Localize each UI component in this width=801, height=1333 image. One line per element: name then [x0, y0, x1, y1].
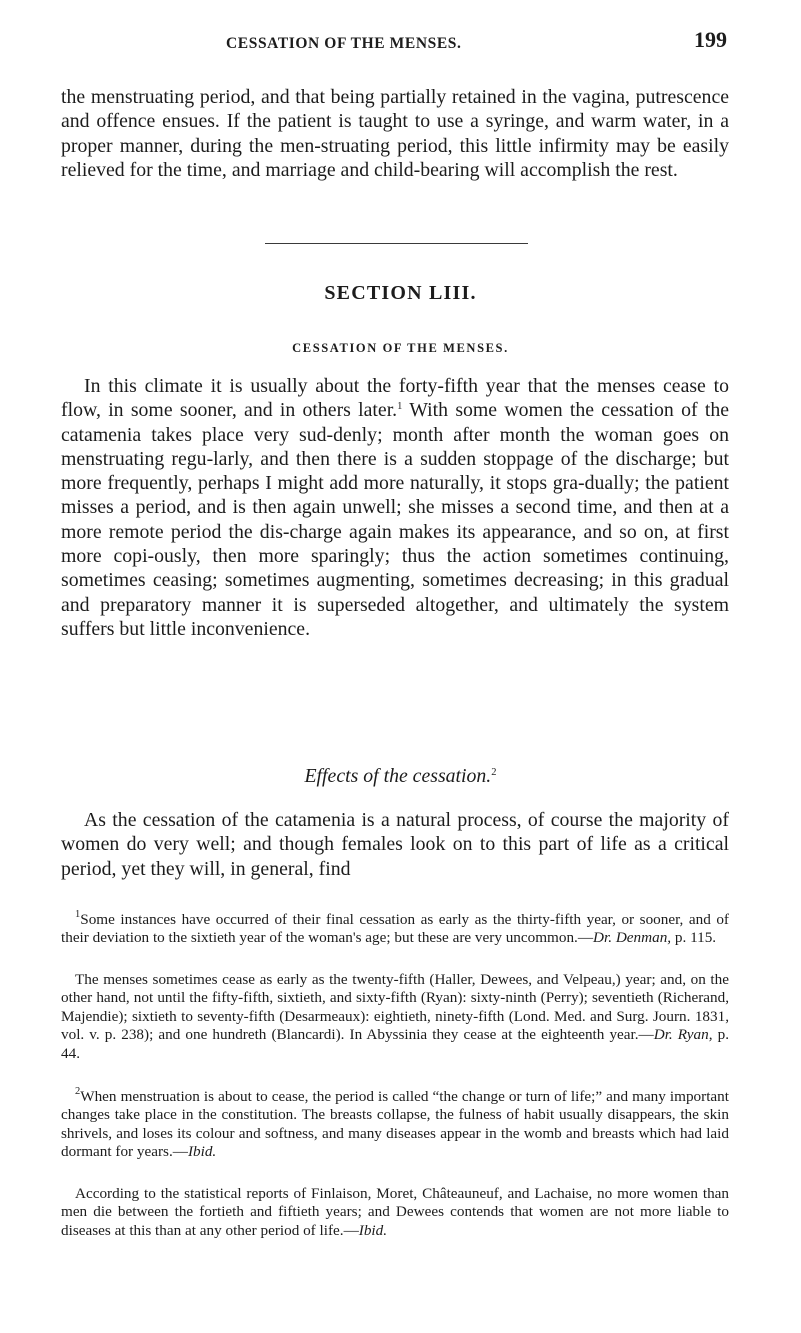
section-heading: SECTION LIII.: [324, 282, 477, 304]
citation: Dr. Denman,: [593, 929, 672, 947]
citation: Ibid.: [358, 1221, 388, 1239]
footnote-text: When menstruation is about to cease, the period is called “the change or turn of life;” and many important changes take place in the constitution. The breasts collapse, the fulness of habit usually disappears, the skin shrivels, and loses its colour and softness, and many diseases appear in the womb and breasts which had laid dormant for years.—: [61, 1088, 729, 1161]
footnote-text: According to the statistical reports of Finlaison, Moret, Châteauneuf, and Lachaise, no more women than men die between the fortieth and fiftieth years; and Dewees contends that women are not more liable to diseases at this than at any other period of life.—: [61, 1185, 729, 1239]
continuation-paragraph: the menstruating period, and that being partially retained in the vagina, putrescence and offence ensues. If the patient is taught to use a syringe, and warm water, in a proper manner, during the men-struating period, this little infirmity may be easily relieved for the time, and marriage and child-bearing will accomplish the rest.: [61, 86, 729, 181]
running-title: CESSATION OF THE MENSES.: [226, 35, 462, 52]
footnote-ref-2: 2: [491, 767, 497, 778]
footnote-1-continued: [61, 971, 729, 1063]
paragraph-text: In this climate it is usually about the forty-fifth year that the menses cease to flow, in some sooner, and in others later.: [61, 375, 729, 422]
section-divider: [265, 243, 528, 244]
page-number: 199: [694, 27, 727, 52]
footnote-text: p. 115.: [671, 929, 717, 947]
footnote-2: [61, 1088, 729, 1162]
effects-heading-text: Effects of the cessation.: [304, 765, 492, 787]
paragraph-onset-of-cessation: [61, 374, 729, 641]
footnote-1: [61, 911, 729, 948]
citation: Ibid.: [187, 1143, 217, 1161]
effects-heading: [0, 765, 801, 788]
footnote-marker: 2: [75, 1086, 81, 1097]
footnote-ref-1: 1: [397, 401, 403, 413]
citation: Dr. Ryan,: [653, 1026, 713, 1044]
footnote-2-continued: [61, 1185, 729, 1240]
footnote-text: Some instances have occurred of their final cessation as early as the thirty-fifth year, or sooner, and of their deviation to the sixtieth year of the woman's age; but these are very uncommon.—: [61, 911, 729, 947]
paragraph-natural-process: As the cessation of the catamenia is a natural process, of course the majority of women do very well; and though females look on to this part of life as a critical period, yet they will, in general, find: [61, 809, 729, 880]
footnote-marker: 1: [75, 909, 81, 920]
footnote-text: The menses sometimes cease as early as the twenty-fifth (Haller, Dewees, and Velpeau,) year; and, on the other hand, not until the fifty-fifth, sixtieth, and sixty-fifth (Ryan): sixty-ninth (Perry); seventieth (Richerand, Majendie); sixtieth to seventy-fifth (Desarmeaux): eightieth, ninety-fifth (Lond. Med. and Surg. Journ. 1831, vol. v. p. 238); and one hundreth (Blancardi). In Abyssinia they cease at the eighteenth year.—: [61, 971, 729, 1044]
section-subheading: CESSATION OF THE MENSES.: [292, 341, 509, 355]
footnote-text: p. 44.: [61, 1026, 730, 1062]
paragraph-text: With some women the cessation of the catamenia takes place very sud-denly; month after month the woman goes on menstruating regu-larly, and then there is a sudden stoppage of the discharge; but more frequently, perhaps I might add more naturally, it stops gra-dually; the patient misses a period, and is then again unwell; she misses a second time, and then at a more remote period the dis-charge again makes its appearance, and so on, at first more copi-ously, then more sparingly; thus the action sometimes continuing, sometimes ceasing; sometimes augmenting, sometimes decreasing; in this gradual and preparatory manner it is superseded altogether, and ultimately the system suffers but little inconvenience.: [61, 399, 729, 640]
